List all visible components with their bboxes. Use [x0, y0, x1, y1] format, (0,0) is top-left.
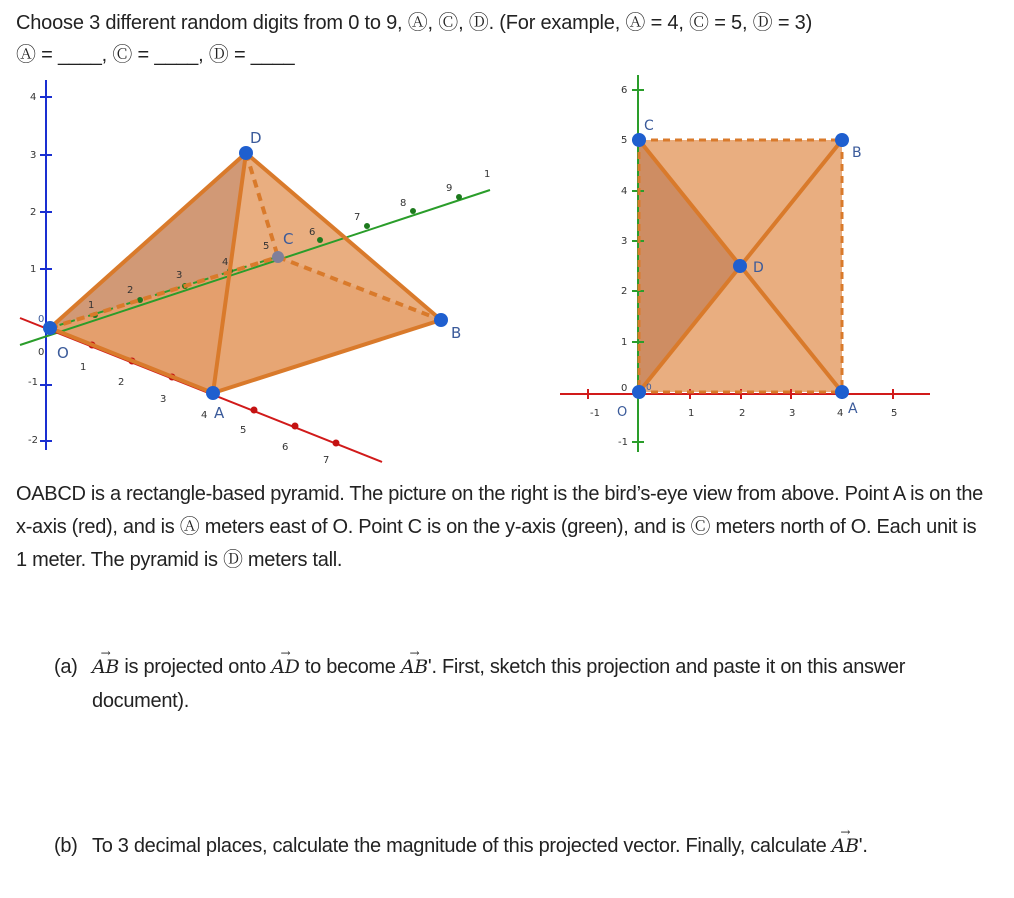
x-tick: 6 — [282, 442, 289, 453]
label-B: B — [451, 324, 462, 342]
tv-x-tick: 3 — [789, 408, 796, 419]
tv-x-tick: 4 — [837, 408, 844, 419]
y-tick: 1 — [88, 300, 95, 311]
x-tick: 2 — [118, 377, 125, 388]
tv-y-tick: 6 — [621, 85, 628, 96]
tv-point-A — [835, 385, 849, 399]
tv-label-C: C — [644, 118, 654, 134]
top-view-figure — [560, 70, 940, 455]
question-a-text1: is projected onto — [119, 656, 272, 678]
tv-label-O: 0 — [646, 383, 652, 393]
y-tick: 5 — [263, 241, 270, 252]
question-a-text4: document). — [92, 690, 190, 712]
tv-x-tick: -1 — [590, 408, 600, 419]
instructions-line: Choose 3 different random digits from 0 to 9, Ⓐ, Ⓒ, Ⓓ. (For example, Ⓐ = 4, Ⓒ = 5, Ⓓ = 3) — [16, 12, 813, 34]
question-b-text2: '. — [858, 835, 868, 857]
y-tick: 4 — [222, 257, 229, 268]
pyramid-3d-figure — [0, 70, 500, 465]
vector-ab-prime: → AB — [401, 650, 428, 684]
question-b — [54, 829, 974, 863]
tv-point-C — [632, 133, 646, 147]
tv-label-A: A — [848, 401, 858, 417]
y-tick: 8 — [400, 198, 407, 209]
z-tick: 2 — [30, 207, 37, 218]
z-tick: 4 — [30, 92, 37, 103]
y-tick: 6 — [309, 227, 316, 238]
tv-point-B — [835, 133, 849, 147]
x-tick: 4 — [201, 410, 208, 421]
point-B — [434, 313, 448, 327]
y-tick: 9 — [446, 183, 453, 194]
vector-ab-prime-b: → AB — [832, 829, 859, 863]
question-b-label: (b) — [54, 835, 78, 857]
x-tick: 5 — [240, 425, 247, 436]
z-tick: -2 — [28, 435, 38, 446]
tv-label-B: B — [852, 145, 862, 161]
point-O — [43, 321, 57, 335]
answer-blanks-line: Ⓐ = ____, Ⓒ = ____, Ⓓ = ____ — [16, 44, 295, 66]
point-A — [206, 386, 220, 400]
question-a-label: (a) — [54, 656, 78, 678]
x-tick: 3 — [160, 394, 167, 405]
tv-label-D: D — [753, 260, 764, 276]
z-tick: -1 — [28, 377, 38, 388]
x-tick: 7 — [323, 455, 330, 465]
tv-y-tick: 3 — [621, 236, 628, 247]
label-D: D — [250, 129, 262, 147]
tv-point-O — [632, 385, 646, 399]
tv-origin-label: O — [617, 405, 628, 420]
y-tick: 3 — [176, 270, 183, 281]
y-tick: 2 — [127, 285, 134, 296]
vector-ad: → AD — [271, 650, 299, 684]
tv-x-tick: 5 — [891, 408, 898, 419]
z-tick: 3 — [30, 150, 37, 161]
point-D — [239, 146, 253, 160]
label-origin: 0 — [38, 314, 45, 325]
tv-y-tick: 5 — [621, 135, 628, 146]
z-axis-ticks — [28, 92, 38, 446]
question-a — [54, 650, 974, 718]
tv-x-tick: 1 — [688, 408, 695, 419]
question-a-text3: '. First, sketch this projection and paste it on this answer — [427, 656, 906, 678]
problem-description: OABCD is a rectangle-based pyramid. The picture on the right is the bird’s-eye view from above. Point A is on the x-axis (red), and is Ⓐ meters east of O. Point C is on the y-axis (green), and is Ⓒ meters north of O. Each unit is 1 meter. The pyramid is Ⓓ meters tall. — [16, 483, 983, 571]
y-tick: 1 — [484, 169, 491, 180]
z-tick: 1 — [30, 264, 37, 275]
tv-y-tick: 2 — [621, 286, 628, 297]
tv-y-tick: 1 — [621, 337, 628, 348]
vector-ab: → AB — [92, 650, 119, 684]
tv-x-tick: 2 — [739, 408, 746, 419]
label-C: C — [283, 230, 294, 248]
tv-y-tick: 4 — [621, 186, 628, 197]
point-C — [272, 251, 284, 263]
tv-y-tick: -1 — [618, 437, 628, 448]
y-tick: 7 — [354, 212, 361, 223]
question-a-text2: to become — [299, 656, 401, 678]
label-O: O — [57, 344, 69, 362]
tv-point-D — [733, 259, 747, 273]
tv-y-tick: 0 — [621, 383, 628, 394]
x-tick: 1 — [80, 362, 87, 373]
label-A: A — [214, 404, 225, 422]
x-tick: 0 — [38, 347, 45, 358]
question-b-text1: To 3 decimal places, calculate the magnitude of this projected vector. Finally, calculate — [92, 835, 832, 857]
